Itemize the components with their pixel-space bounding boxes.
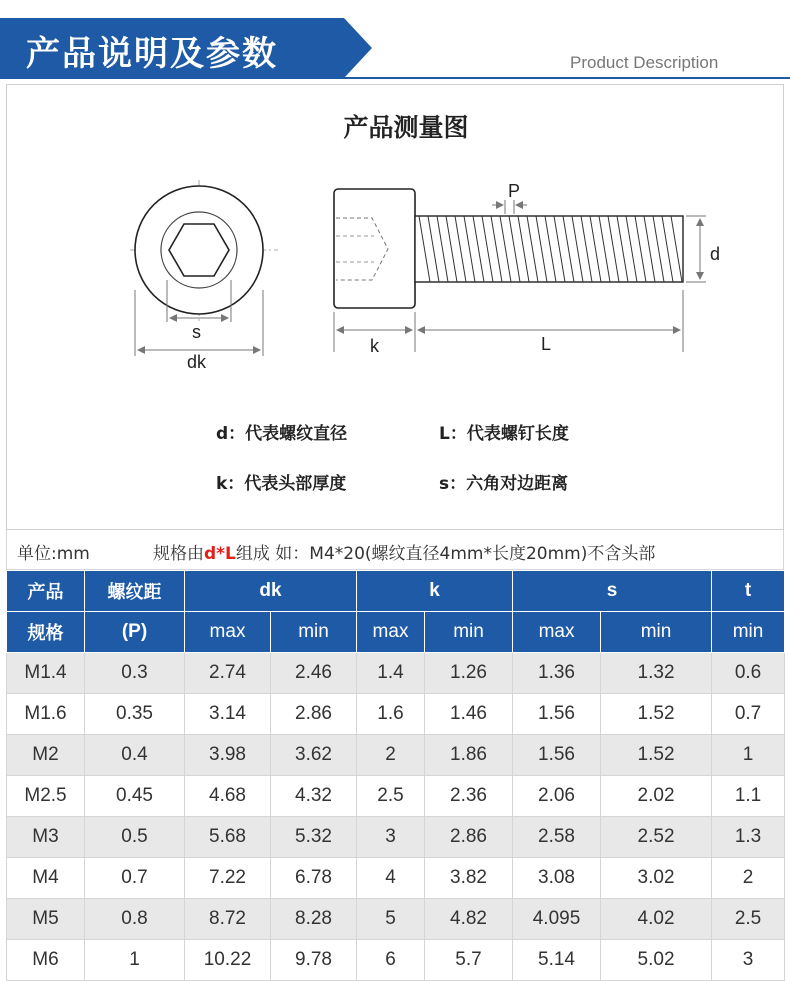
table-cell: 1.46	[425, 694, 513, 735]
table-cell: 2.58	[513, 817, 601, 858]
table-cell: 1.26	[425, 653, 513, 694]
header-k-min: min	[425, 612, 513, 653]
table-cell: 2.5	[712, 899, 785, 940]
table-cell: 1.4	[357, 653, 425, 694]
table-cell: 3.82	[425, 858, 513, 899]
table-cell: 2.06	[513, 776, 601, 817]
table-cell: 4.32	[271, 776, 357, 817]
table-row	[7, 940, 785, 981]
legend-k: k：代表头部厚度	[216, 474, 347, 494]
header-dk-max: max	[185, 612, 271, 653]
label-l: L	[541, 334, 552, 354]
table-cell: 2.86	[271, 694, 357, 735]
table-cell: 1.1	[712, 776, 785, 817]
table-cell: 1.52	[601, 735, 712, 776]
table-row	[7, 858, 785, 899]
table-row	[7, 776, 785, 817]
table-cell: 5.7	[425, 940, 513, 981]
table-cell: 2	[357, 735, 425, 776]
table-cell: M3	[7, 817, 85, 858]
table-cell: 1.52	[601, 694, 712, 735]
table-cell: 2.46	[271, 653, 357, 694]
table-cell: 3.02	[601, 858, 712, 899]
header-pitch-line2: (P)	[85, 612, 185, 653]
table-cell: 1.56	[513, 735, 601, 776]
table-cell: M2.5	[7, 776, 85, 817]
table-cell: 2.02	[601, 776, 712, 817]
unit-label: 单位:mm	[17, 544, 90, 564]
header-pitch-line1: 螺纹距	[85, 571, 185, 612]
unit-note-row	[6, 530, 784, 570]
table-row	[7, 899, 785, 940]
table-cell: 6.78	[271, 858, 357, 899]
table-cell: 5.14	[513, 940, 601, 981]
table-cell: 0.5	[85, 817, 185, 858]
measurement-diagram	[0, 150, 790, 370]
table-row	[7, 694, 785, 735]
table-cell: 8.28	[271, 899, 357, 940]
table-cell: 1.56	[513, 694, 601, 735]
table-cell: 0.7	[85, 858, 185, 899]
table-cell: 2.36	[425, 776, 513, 817]
table-cell: 9.78	[271, 940, 357, 981]
table-cell: 4.02	[601, 899, 712, 940]
table-cell: 1.3	[712, 817, 785, 858]
table-cell: 2.52	[601, 817, 712, 858]
header-divider	[0, 77, 790, 79]
table-cell: M4	[7, 858, 85, 899]
table-cell: 0.8	[85, 899, 185, 940]
header-s: s	[513, 571, 712, 612]
table-cell: 5	[357, 899, 425, 940]
table-cell: 0.7	[712, 694, 785, 735]
header-dk: dk	[185, 571, 357, 612]
spec-rule-prefix: 规格由	[153, 544, 204, 564]
table-cell: 4.82	[425, 899, 513, 940]
table-cell: M1.6	[7, 694, 85, 735]
table-cell: 1.86	[425, 735, 513, 776]
table-row	[7, 653, 785, 694]
table-cell: 0.3	[85, 653, 185, 694]
table-cell: 0.6	[712, 653, 785, 694]
table-cell: 5.32	[271, 817, 357, 858]
table-cell: 1	[85, 940, 185, 981]
table-cell: 1.32	[601, 653, 712, 694]
header-spec-line2: 规格	[7, 612, 85, 653]
table-cell: 5.02	[601, 940, 712, 981]
table-row	[7, 735, 785, 776]
table-cell: 4.095	[513, 899, 601, 940]
table-cell: 2.86	[425, 817, 513, 858]
header-s-min: min	[601, 612, 712, 653]
table-cell: 3	[712, 940, 785, 981]
table-cell: 6	[357, 940, 425, 981]
table-cell: 3.14	[185, 694, 271, 735]
spec-table	[6, 570, 785, 981]
table-cell: 2.74	[185, 653, 271, 694]
table-cell: 7.22	[185, 858, 271, 899]
legend-d: d：代表螺纹直径	[216, 424, 348, 444]
table-cell: 3.98	[185, 735, 271, 776]
table-cell: 2.5	[357, 776, 425, 817]
table-cell: M1.4	[7, 653, 85, 694]
screw-side-view	[334, 189, 706, 352]
table-cell: 3.08	[513, 858, 601, 899]
table-cell: M6	[7, 940, 85, 981]
legend-l: L：代表螺钉长度	[439, 424, 569, 444]
head-top-view	[130, 180, 278, 356]
table-cell: 3	[357, 817, 425, 858]
label-dk: dk	[187, 352, 207, 370]
table-row	[7, 817, 785, 858]
label-d: d	[710, 244, 721, 264]
page-title: 产品说明及参数	[26, 34, 278, 74]
label-s: s	[192, 322, 201, 342]
header-k-max: max	[357, 612, 425, 653]
header-t-min: min	[712, 612, 785, 653]
table-cell: 10.22	[185, 940, 271, 981]
table-cell: 2	[712, 858, 785, 899]
diagram-title: 产品测量图	[343, 113, 469, 142]
table-cell: 1.36	[513, 653, 601, 694]
header-k: k	[357, 571, 513, 612]
legend-s: s：六角对边距离	[439, 474, 569, 494]
table-cell: 5.68	[185, 817, 271, 858]
label-p: P	[508, 181, 521, 201]
table-cell: 4.68	[185, 776, 271, 817]
label-k: k	[370, 336, 379, 356]
spec-rule	[153, 539, 655, 564]
spec-rule-suffix: 组成 如：M4*20(螺纹直径4mm*长度20mm)不含头部	[235, 544, 656, 564]
header-s-max: max	[513, 612, 601, 653]
table-cell: M5	[7, 899, 85, 940]
spec-rule-highlight: d*L	[204, 544, 236, 564]
header-spec-line1: 产品	[7, 571, 85, 612]
table-cell: 1	[712, 735, 785, 776]
table-cell: M2	[7, 735, 85, 776]
table-cell: 3.62	[271, 735, 357, 776]
section-header	[0, 0, 790, 80]
table-cell: 1.6	[357, 694, 425, 735]
header-t: t	[712, 571, 785, 612]
table-cell: 4	[357, 858, 425, 899]
table-cell: 0.4	[85, 735, 185, 776]
table-cell: 0.35	[85, 694, 185, 735]
table-cell: 0.45	[85, 776, 185, 817]
page-subtitle: Product Description	[570, 53, 719, 72]
header-dk-min: min	[271, 612, 357, 653]
table-cell: 8.72	[185, 899, 271, 940]
